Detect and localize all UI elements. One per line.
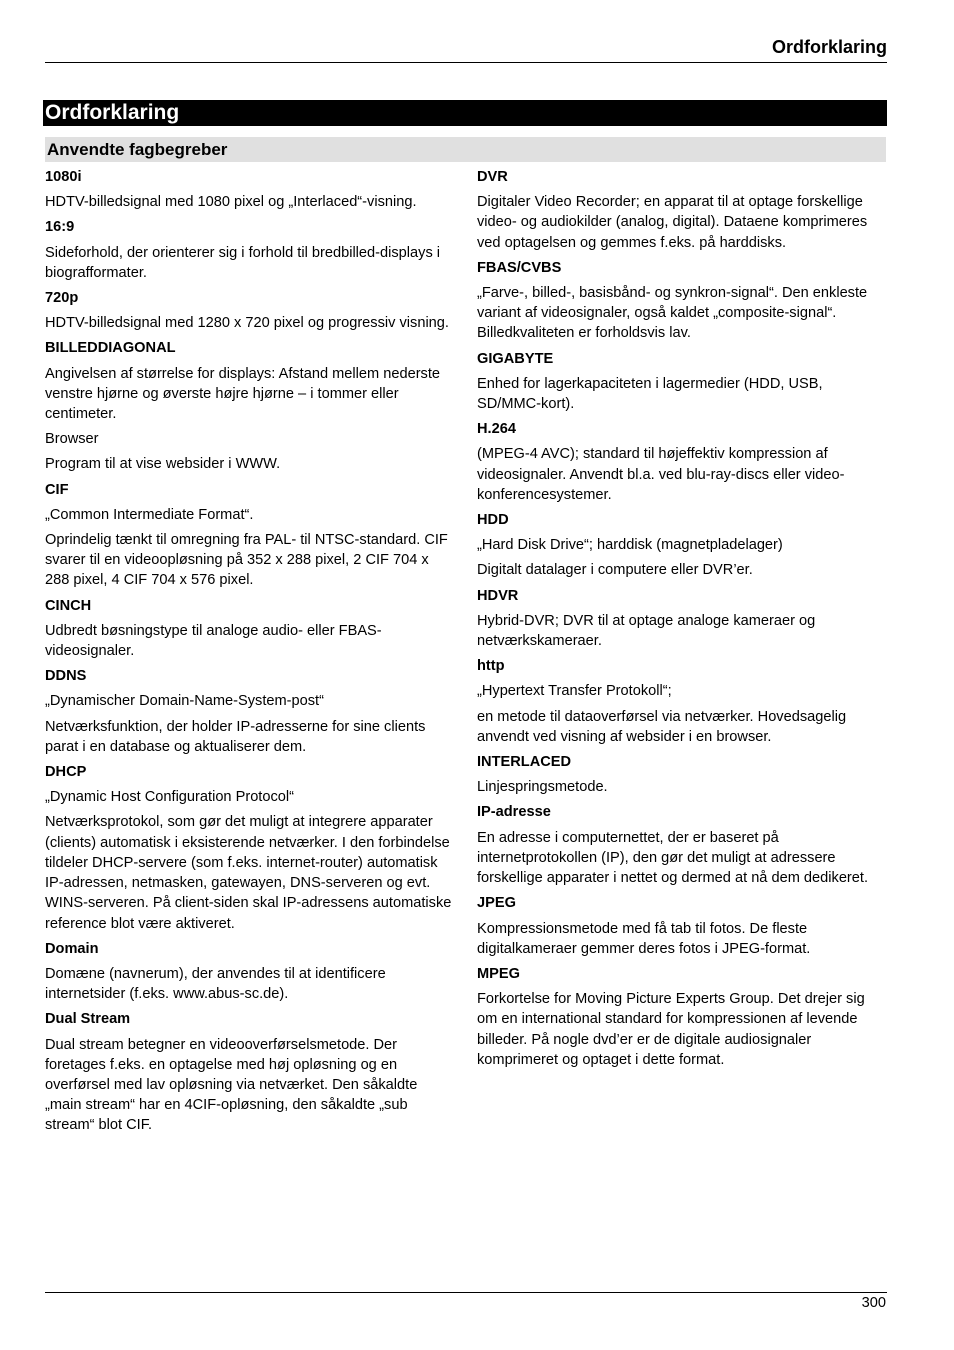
glossary-term: Domain <box>45 940 99 957</box>
glossary-term: HDD <box>477 512 509 529</box>
glossary-term: CINCH <box>45 597 92 614</box>
glossary-term: 16:9 <box>45 219 75 236</box>
page-title: Ordforklaring <box>43 100 887 126</box>
glossary-definition: Forkortelse for Moving Picture Experts Group. Det drejer sig om en international standard for kompressionen af levende billeder. På nogle dvd’er er de digitale audiosignaler komprimeret og optaget i dette format. <box>477 991 865 1068</box>
glossary-term: Dual Stream <box>45 1011 131 1028</box>
glossary-definition: Kompressionsmetode med få tab til fotos. De fleste digitalkameraer gemmer deres fotos i JPEG-format. <box>477 920 811 957</box>
glossary-definition: HDTV-billedsignal med 1280 x 720 pixel og progressiv visning. <box>45 315 449 332</box>
glossary-term: IP-adresse <box>477 804 551 821</box>
glossary-definition: Hybrid-DVR; DVR til at optage analoge kameraer og netværkskameraer. <box>477 612 816 650</box>
glossary-definition: En adresse i computernettet, der er baseret på internetprotokollen (IP), den gør det muligt at adressere forskellige apparater i nettet og dermed at nå dem dedikeret. <box>477 829 869 887</box>
glossary-definition: en metode til dataoverførsel via netværker. Hovedsagelig anvendt ved visning af websider i en browser. <box>477 708 847 745</box>
glossary-term: DVR <box>477 169 508 185</box>
glossary-term: MPEG <box>477 965 520 982</box>
glossary-term: HDVR <box>477 587 519 604</box>
glossary-definition: „Farve-, billed-, basisbånd- og synkron-signal“. Den enkleste variant af videosignaler, også kaldet „composite-signal“. Billedkvaliteten er forholdsvis lav. <box>477 285 868 342</box>
glossary-term: INTERLACED <box>477 754 572 771</box>
glossary-definition: Angivelsen af størrelse for displays: Afstand mellem nederste venstre hjørne og øverste højre hjørne – i tommer eller centimeter. <box>45 365 441 423</box>
glossary-definition: „Hypertext Transfer Protokoll“; <box>477 683 672 700</box>
glossary-definition: (MPEG-4 AVC); standard til højeffektiv kompression af videosignaler. Anvendt bl.a. ved blu-ray-discs eller video-konferencesystemer. <box>477 446 845 503</box>
glossary-definition: Dual stream betegner en videooverførselsmetode. Der foretages f.eks. en optagelse med høj opløsning og en overførsel med lav opløsning via netværket. Den såkaldte „main stream“ har en 4CIF-opløsning, den såkaldte „sub stream“ blot CIF. <box>45 1036 418 1134</box>
page-number: 300 <box>861 1295 886 1311</box>
glossary-definition: Oprindelig tænkt til omregning fra PAL- til NTSC-standard. CIF svarer til en videoopløsning på 352 x 288 pixel, 2 CIF 704 x 288 pixel, 4 CIF 704 x 576 pixel. <box>45 532 448 589</box>
glossary-definition: Program til at vise websider i WWW. <box>45 456 281 473</box>
glossary-definition: „Dynamic Host Configuration Protocol“ <box>45 789 294 806</box>
glossary-definition: „Hard Disk Drive“; harddisk (magnetpladelager) <box>477 537 783 554</box>
glossary-definition: Enhed for lagerkapaciteten i lagermedier (HDD, USB, SD/MMC-kort). <box>477 375 823 413</box>
glossary-term: JPEG <box>477 895 516 912</box>
glossary-definition: HDTV-billedsignal med 1080 pixel og „Interlaced“-visning. <box>45 194 417 211</box>
glossary-definition: „Dynamischer Domain-Name-System-post“ <box>45 693 324 710</box>
glossary-definition: Udbredt bøsningstype til analoge audio- eller FBAS-videosignaler. <box>45 622 382 660</box>
glossary-term: DDNS <box>45 668 87 685</box>
section-heading: Anvendte fagbegreber <box>45 137 886 162</box>
glossary-term: FBAS/CVBS <box>477 259 562 276</box>
glossary-definition: Domæne (navnerum), der anvendes til at identificere internetsider (f.eks. www.abus-sc.de). <box>45 965 386 1003</box>
glossary-term: CIF <box>45 481 69 498</box>
glossary-term: DHCP <box>45 764 87 781</box>
left-column <box>45 167 457 1141</box>
glossary-term: 1080i <box>45 169 82 185</box>
glossary-definition: „Common Intermediate Format“. <box>45 506 254 523</box>
glossary-term: H.264 <box>477 421 516 438</box>
glossary-term: http <box>477 658 505 675</box>
glossary-definition: Browser <box>45 431 99 448</box>
glossary-definition: Netværksprotokol, som gør det muligt at integrere apparater (clients) automatisk i eksisterende netværker. I den forbindelse tildeler DHCP-servere (som f.eks. internet-router) automatisk IP-adressen, netmasken, gatewayen, DNS-serveren og evt. WINS-serveren. På client-siden skal IP-adressens automatiske reference blot være aktiveret. <box>45 814 452 932</box>
glossary-definition: Digitalt datalager i computere eller DVR’er. <box>477 562 753 579</box>
header-rule <box>45 62 887 63</box>
glossary-term: BILLEDDIAGONAL <box>45 340 176 357</box>
glossary-definition: Sideforhold, der orienterer sig i forhold til bredbilled-displays i biografformater. <box>45 244 441 281</box>
glossary-definition: Digitaler Video Recorder; en apparat til at optage forskellige video- og audiokilder (analog, digital). Dataene komprimeres ved optagelsen og gemmes f.eks. på harddisks. <box>477 194 868 251</box>
running-header: Ordforklaring <box>771 37 887 57</box>
footer-rule <box>45 1292 887 1293</box>
right-column <box>477 167 889 1075</box>
glossary-definition: Linjespringsmetode. <box>477 779 608 796</box>
glossary-term: GIGABYTE <box>477 350 554 367</box>
glossary-term: 720p <box>45 290 79 307</box>
glossary-definition: Netværksfunktion, der holder IP-adresserne for sine clients parat i en database og aktualiserer dem. <box>45 718 426 755</box>
